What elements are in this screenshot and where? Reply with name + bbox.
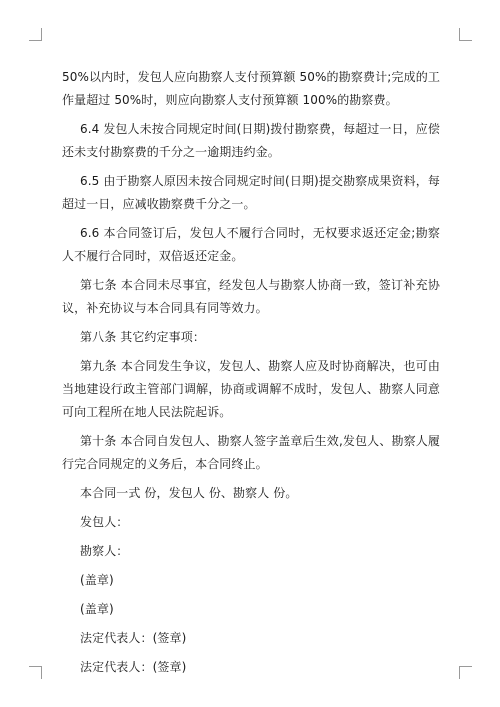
paragraph-article-10: 第十条 本合同自发包人、勘察人签字盖章后生效,发包人、勘察人履行完合同规定的义务后，本合同终止。	[62, 434, 440, 471]
crop-mark-top-right	[459, 28, 472, 41]
document-body	[62, 66, 440, 685]
paragraph-clause-6-6: 6.6 本合同签订后，发包人不履行合同时，无权要求返还定金;勘察人不履行合同时，双倍返还定金。	[62, 226, 440, 263]
signature-employer-label: 发包人：	[80, 515, 129, 529]
paragraph-article-8: 第八条 其它约定事项：	[80, 330, 205, 344]
crop-mark-top-left	[29, 28, 42, 41]
crop-mark-bottom-left	[29, 666, 42, 679]
paragraph-copies: 本合同一式 份，发包人 份、勘察人 份。	[80, 486, 298, 500]
crop-mark-bottom-right	[459, 666, 472, 679]
paragraph-clause-6-5: 6.5 由于勘察人原因未按合同规定时间(日期)提交勘察成果资料，每超过一日，应减收勘察费千分之一。	[62, 174, 440, 211]
seal-employer: (盖章)	[80, 573, 114, 587]
legal-rep-employer: 法定代表人：(签章)	[80, 631, 187, 645]
legal-rep-surveyor: 法定代表人：(签章)	[80, 660, 187, 674]
seal-surveyor: (盖章)	[80, 602, 114, 616]
paragraph-fee-continuation: 50%以内时，发包人应向勘察人支付预算额 50%的勘察费计;完成的工作量超过 50%时，则应向勘察人支付预算额 100%的勘察费。	[62, 70, 440, 107]
signature-surveyor-label: 勘察人：	[80, 544, 129, 558]
paragraph-article-9: 第九条 本合同发生争议，发包人、勘察人应及时协商解决，也可由当地建设行政主管部门调解，协商或调解不成时，发包人、勘察人同意可向工程所在地人民法院起诉。	[62, 359, 440, 419]
paragraph-article-7: 第七条 本合同未尽事宜，经发包人与勘察人协商一致，签订补充协议，补充协议与本合同具有同等效力。	[62, 278, 440, 315]
paragraph-clause-6-4: 6.4 发包人未按合同规定时间(日期)拨付勘察费，每超过一日，应偿还未支付勘察费的千分之一逾期违约金。	[62, 122, 440, 159]
